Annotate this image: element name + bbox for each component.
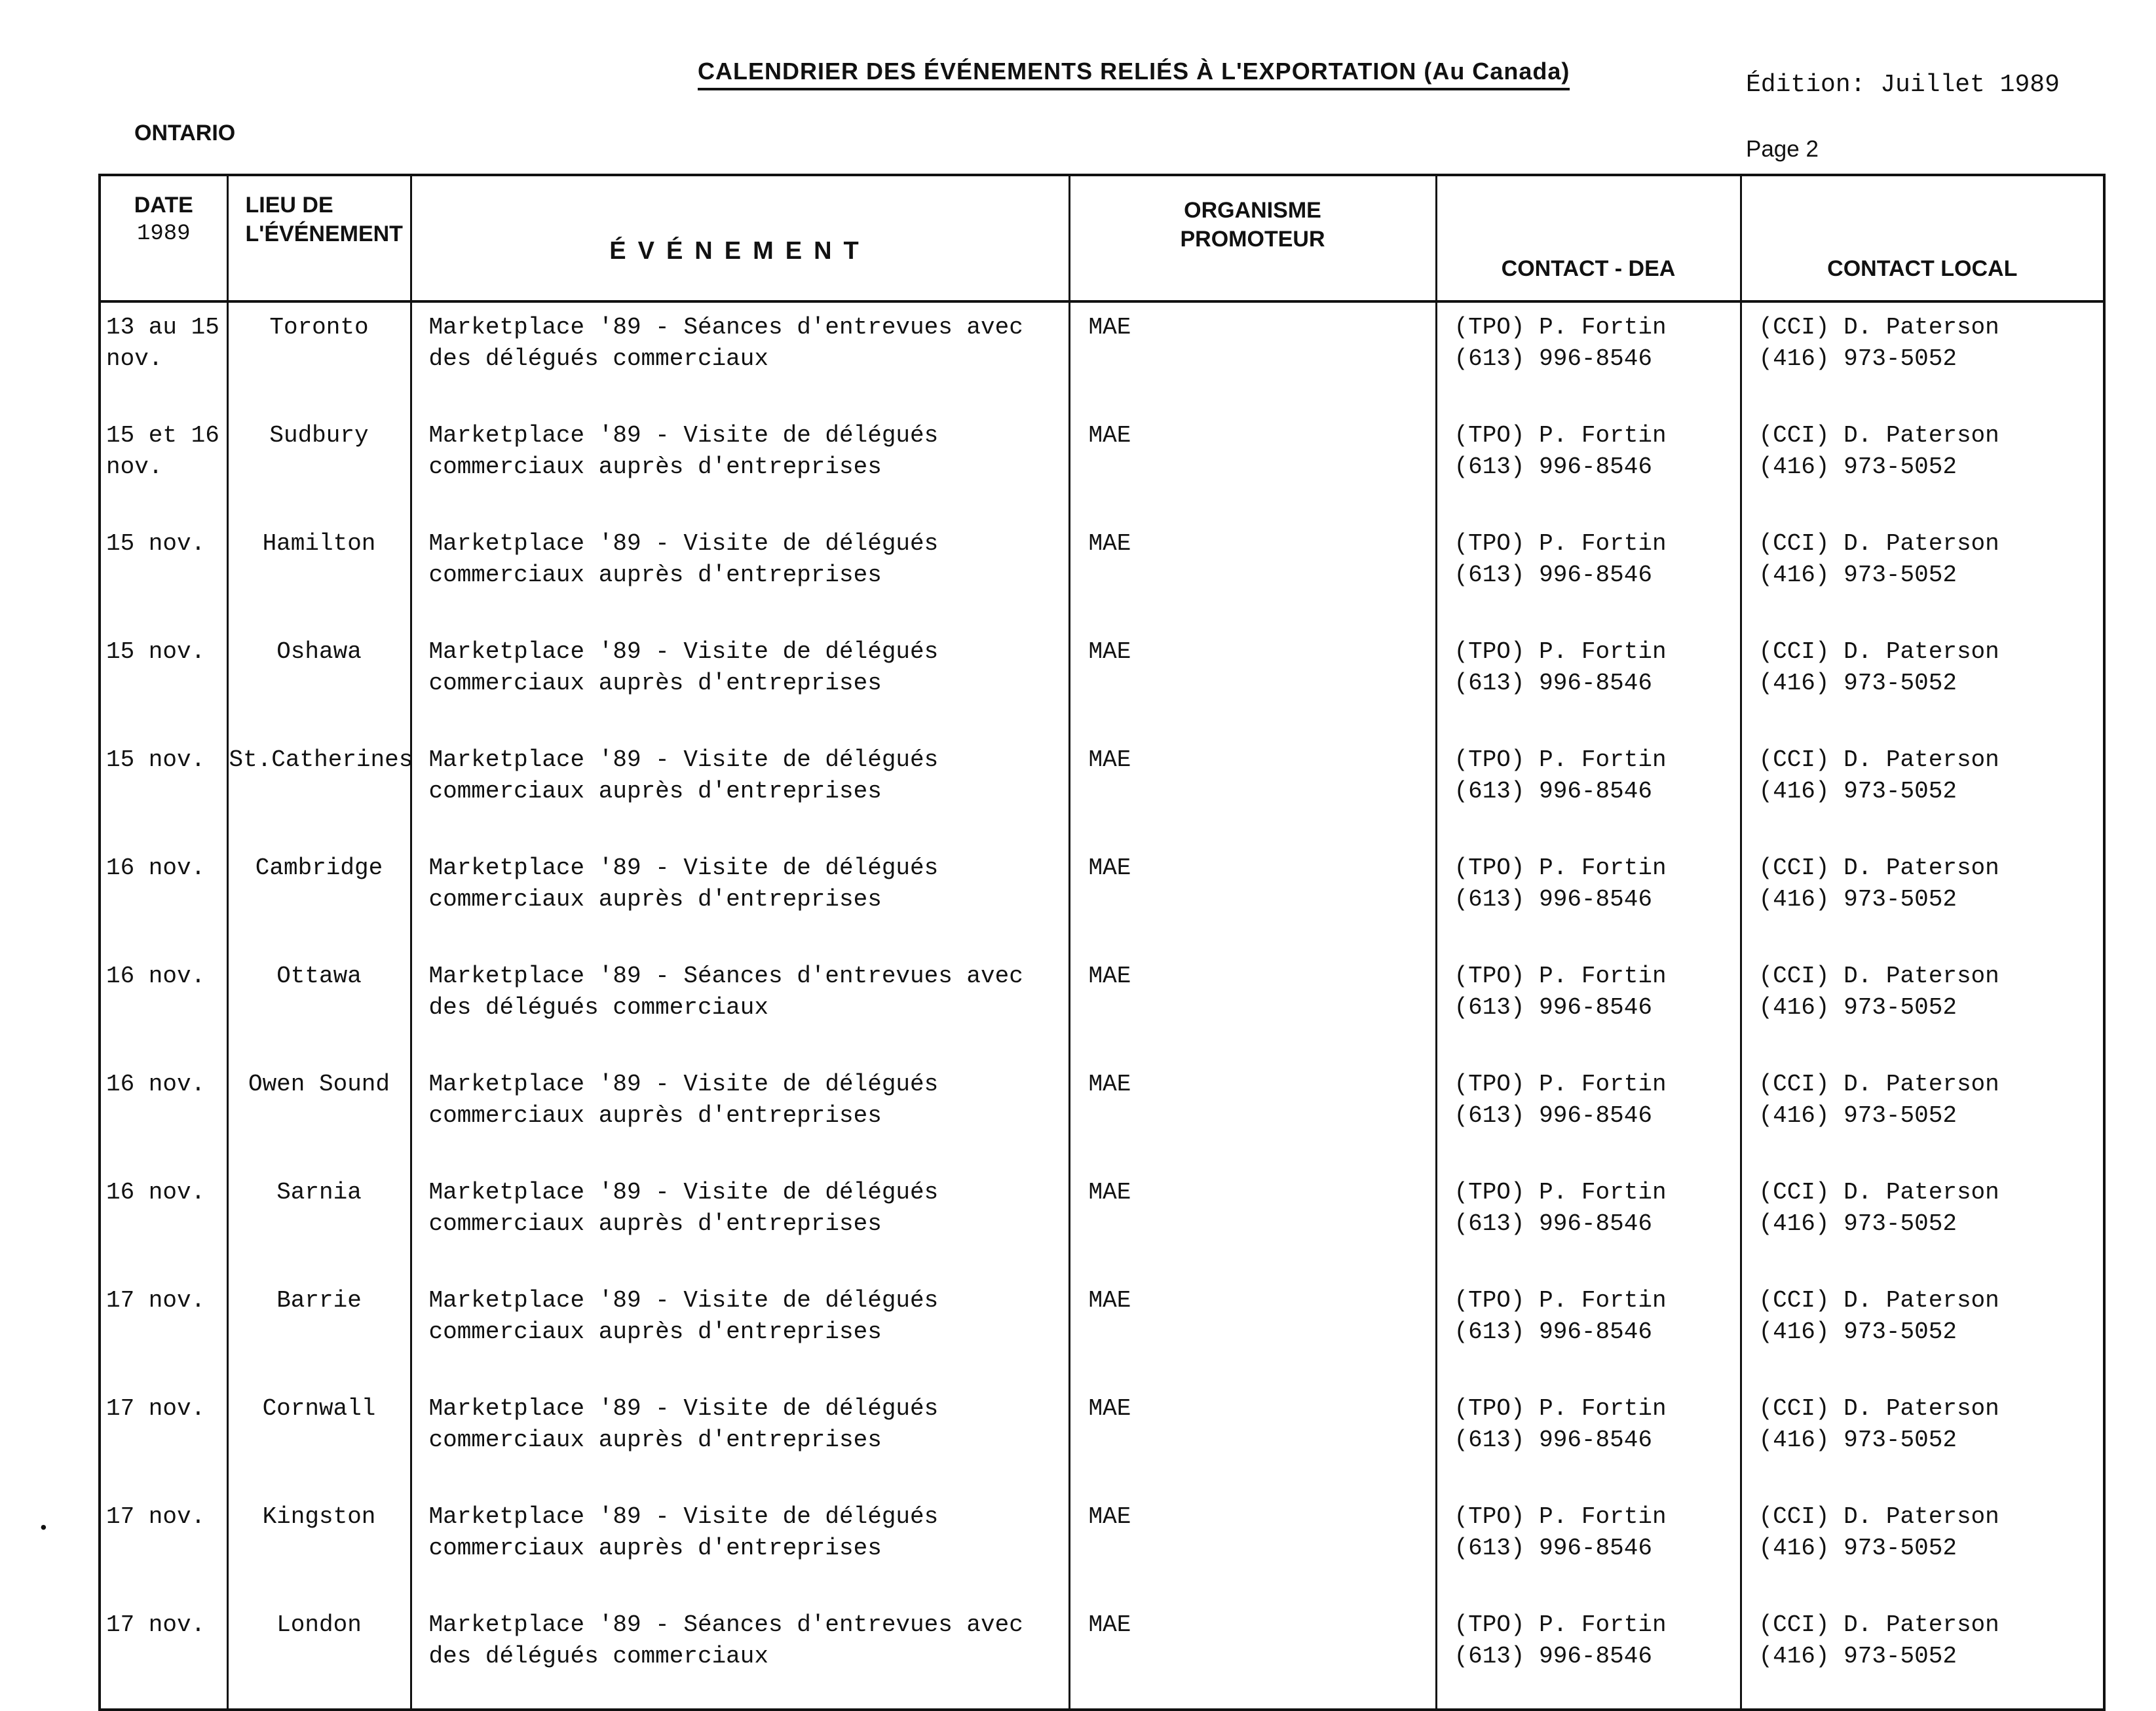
cell-contact-dea xyxy=(1436,1492,1741,1600)
event-date: 17 nov. xyxy=(106,1395,206,1422)
header-organisme-line1: ORGANISME xyxy=(1184,198,1321,223)
cell-evenement xyxy=(411,519,1069,627)
table-row xyxy=(100,843,2104,952)
page-number: Page 2 xyxy=(1746,136,1819,162)
local-contact-name: (CCI) D. Paterson xyxy=(1758,963,1999,990)
cell-lieu xyxy=(227,843,411,952)
header-lieu-line2: L'ÉVÉNEMENT xyxy=(245,221,403,246)
cell-lieu xyxy=(227,1168,411,1276)
cell-date xyxy=(100,1060,227,1168)
event-description: Marketplace '89 - Séances d'entrevues avec des délégués commerciaux xyxy=(428,963,1023,1021)
local-contact-phone: (416) 973-5052 xyxy=(1758,994,1957,1021)
local-contact-phone: (416) 973-5052 xyxy=(1758,1102,1957,1129)
cell-evenement xyxy=(411,1060,1069,1168)
event-location: Sudbury xyxy=(269,422,369,449)
cell-lieu xyxy=(227,519,411,627)
header-evenement: ÉVÉNEMENT xyxy=(411,175,1069,301)
cell-organisme xyxy=(1069,1384,1436,1492)
cell-lieu xyxy=(227,1276,411,1384)
local-contact-phone: (416) 973-5052 xyxy=(1758,1643,1957,1670)
event-date: 17 nov. xyxy=(106,1611,206,1638)
event-organizer: MAE xyxy=(1088,314,1131,341)
header-organisme xyxy=(1069,175,1436,301)
cell-contact-dea xyxy=(1436,411,1741,519)
table-row xyxy=(100,301,2104,411)
event-description: Marketplace '89 - Visite de délégués commerciaux auprès d'entreprises xyxy=(428,1287,939,1345)
event-description: Marketplace '89 - Visite de délégués commerciaux auprès d'entreprises xyxy=(428,1395,939,1453)
cell-evenement xyxy=(411,1384,1069,1492)
cell-contact-local xyxy=(1741,411,2104,519)
header-lieu xyxy=(227,175,411,301)
local-contact-name: (CCI) D. Paterson xyxy=(1758,1395,1999,1422)
cell-evenement xyxy=(411,1168,1069,1276)
event-date: 16 nov. xyxy=(106,1179,206,1206)
cell-contact-local xyxy=(1741,1384,2104,1492)
edition-date: Édition: Juillet 1989 xyxy=(1746,71,2060,99)
local-contact-phone: (416) 973-5052 xyxy=(1758,778,1957,805)
event-location: Owen Sound xyxy=(248,1071,390,1098)
event-description: Marketplace '89 - Séances d'entrevues avec des délégués commerciaux xyxy=(428,1611,1023,1670)
local-contact-name: (CCI) D. Paterson xyxy=(1758,638,1999,665)
cell-contact-dea xyxy=(1436,1060,1741,1168)
table-row xyxy=(100,1168,2104,1276)
local-contact-phone: (416) 973-5052 xyxy=(1758,1318,1957,1345)
dea-contact-phone: (613) 996-8546 xyxy=(1454,453,1652,480)
cell-lieu xyxy=(227,1600,411,1710)
event-location: Oshawa xyxy=(276,638,362,665)
cell-organisme xyxy=(1069,735,1436,843)
event-date: 16 nov. xyxy=(106,963,206,990)
table-row xyxy=(100,735,2104,843)
table-row xyxy=(100,1276,2104,1384)
cell-date xyxy=(100,519,227,627)
margin-mark: • xyxy=(38,1519,49,1539)
cell-contact-local xyxy=(1741,301,2104,411)
cell-organisme xyxy=(1069,411,1436,519)
cell-contact-dea xyxy=(1436,1276,1741,1384)
local-contact-phone: (416) 973-5052 xyxy=(1758,1427,1957,1453)
header-date-year: 1989 xyxy=(136,221,191,246)
cell-contact-dea xyxy=(1436,952,1741,1060)
dea-contact-name: (TPO) P. Fortin xyxy=(1454,746,1667,773)
cell-organisme xyxy=(1069,1276,1436,1384)
event-location: St.Catherines xyxy=(229,746,413,773)
dea-contact-name: (TPO) P. Fortin xyxy=(1454,1503,1667,1530)
cell-contact-local xyxy=(1741,1276,2104,1384)
event-organizer: MAE xyxy=(1088,963,1131,990)
dea-contact-phone: (613) 996-8546 xyxy=(1454,1102,1652,1129)
local-contact-name: (CCI) D. Paterson xyxy=(1758,1611,1999,1638)
table-row xyxy=(100,411,2104,519)
cell-organisme xyxy=(1069,519,1436,627)
dea-contact-name: (TPO) P. Fortin xyxy=(1454,314,1667,341)
event-organizer: MAE xyxy=(1088,638,1131,665)
cell-organisme xyxy=(1069,1492,1436,1600)
event-organizer: MAE xyxy=(1088,530,1131,557)
table-row xyxy=(100,1060,2104,1168)
header-date-label: DATE xyxy=(134,193,193,218)
cell-evenement xyxy=(411,301,1069,411)
cell-lieu xyxy=(227,411,411,519)
event-location: Cambridge xyxy=(255,855,383,881)
cell-contact-dea xyxy=(1436,1600,1741,1710)
local-contact-name: (CCI) D. Paterson xyxy=(1758,530,1999,557)
cell-evenement xyxy=(411,735,1069,843)
local-contact-name: (CCI) D. Paterson xyxy=(1758,1071,1999,1098)
cell-contact-dea xyxy=(1436,1168,1741,1276)
cell-evenement xyxy=(411,1492,1069,1600)
local-contact-name: (CCI) D. Paterson xyxy=(1758,1179,1999,1206)
cell-contact-dea xyxy=(1436,519,1741,627)
local-contact-phone: (416) 973-5052 xyxy=(1758,886,1957,913)
table-row xyxy=(100,1600,2104,1710)
dea-contact-name: (TPO) P. Fortin xyxy=(1454,1071,1667,1098)
cell-lieu xyxy=(227,952,411,1060)
cell-date xyxy=(100,843,227,952)
dea-contact-phone: (613) 996-8546 xyxy=(1454,886,1652,913)
document-title: CALENDRIER DES ÉVÉNEMENTS RELIÉS À L'EXPORTATION (Au Canada) xyxy=(698,58,1570,90)
event-date: 17 nov. xyxy=(106,1503,206,1530)
header-contact-local: CONTACT LOCAL xyxy=(1741,175,2104,301)
dea-contact-name: (TPO) P. Fortin xyxy=(1454,1395,1667,1422)
event-organizer: MAE xyxy=(1088,746,1131,773)
cell-date xyxy=(100,1276,227,1384)
cell-contact-local xyxy=(1741,627,2104,735)
local-contact-phone: (416) 973-5052 xyxy=(1758,345,1957,372)
cell-date xyxy=(100,1492,227,1600)
event-organizer: MAE xyxy=(1088,855,1131,881)
cell-date xyxy=(100,411,227,519)
event-date: 17 nov. xyxy=(106,1287,206,1314)
cell-date xyxy=(100,735,227,843)
dea-contact-phone: (613) 996-8546 xyxy=(1454,1427,1652,1453)
table-row xyxy=(100,1384,2104,1492)
local-contact-name: (CCI) D. Paterson xyxy=(1758,1503,1999,1530)
cell-date xyxy=(100,952,227,1060)
event-description: Marketplace '89 - Visite de délégués commerciaux auprès d'entreprises xyxy=(428,638,939,697)
event-description: Marketplace '89 - Visite de délégués commerciaux auprès d'entreprises xyxy=(428,1503,939,1562)
cell-date xyxy=(100,1384,227,1492)
dea-contact-phone: (613) 996-8546 xyxy=(1454,1210,1652,1237)
event-description: Marketplace '89 - Visite de délégués commerciaux auprès d'entreprises xyxy=(428,855,939,913)
cell-lieu xyxy=(227,1384,411,1492)
local-contact-phone: (416) 973-5052 xyxy=(1758,670,1957,697)
cell-organisme xyxy=(1069,843,1436,952)
dea-contact-name: (TPO) P. Fortin xyxy=(1454,422,1667,449)
event-organizer: MAE xyxy=(1088,422,1131,449)
event-description: Marketplace '89 - Visite de délégués commerciaux auprès d'entreprises xyxy=(428,1179,939,1237)
dea-contact-name: (TPO) P. Fortin xyxy=(1454,530,1667,557)
cell-evenement xyxy=(411,627,1069,735)
event-date: 16 nov. xyxy=(106,1071,206,1098)
event-description: Marketplace '89 - Visite de délégués commerciaux auprès d'entreprises xyxy=(428,1071,939,1129)
events-table xyxy=(98,174,2106,1711)
cell-contact-dea xyxy=(1436,735,1741,843)
dea-contact-name: (TPO) P. Fortin xyxy=(1454,1611,1667,1638)
cell-contact-local xyxy=(1741,1168,2104,1276)
event-description: Marketplace '89 - Visite de délégués commerciaux auprès d'entreprises xyxy=(428,530,939,588)
event-location: Ottawa xyxy=(276,963,362,990)
event-date: 15 nov. xyxy=(106,530,206,557)
cell-contact-local xyxy=(1741,735,2104,843)
cell-organisme xyxy=(1069,627,1436,735)
header-organisme-line2: PROMOTEUR xyxy=(1180,227,1325,252)
event-organizer: MAE xyxy=(1088,1503,1131,1530)
local-contact-name: (CCI) D. Paterson xyxy=(1758,855,1999,881)
table-row xyxy=(100,952,2104,1060)
cell-evenement xyxy=(411,952,1069,1060)
cell-contact-dea xyxy=(1436,1384,1741,1492)
cell-lieu xyxy=(227,1060,411,1168)
local-contact-name: (CCI) D. Paterson xyxy=(1758,1287,1999,1314)
event-location: Kingston xyxy=(262,1503,376,1530)
dea-contact-phone: (613) 996-8546 xyxy=(1454,994,1652,1021)
event-location: Sarnia xyxy=(276,1179,362,1206)
cell-date xyxy=(100,301,227,411)
event-organizer: MAE xyxy=(1088,1071,1131,1098)
event-description: Marketplace '89 - Visite de délégués commerciaux auprès d'entreprises xyxy=(428,746,939,805)
cell-contact-dea xyxy=(1436,843,1741,952)
dea-contact-name: (TPO) P. Fortin xyxy=(1454,1179,1667,1206)
event-description: Marketplace '89 - Séances d'entrevues avec des délégués commerciaux xyxy=(428,314,1023,372)
table-row xyxy=(100,627,2104,735)
event-organizer: MAE xyxy=(1088,1287,1131,1314)
dea-contact-name: (TPO) P. Fortin xyxy=(1454,1287,1667,1314)
header-date xyxy=(100,175,227,301)
cell-contact-local xyxy=(1741,519,2104,627)
cell-lieu xyxy=(227,301,411,411)
cell-contact-dea xyxy=(1436,301,1741,411)
province-label: ONTARIO xyxy=(134,121,236,145)
header-contact-dea: CONTACT - DEA xyxy=(1436,175,1741,301)
table-row xyxy=(100,519,2104,627)
cell-date xyxy=(100,627,227,735)
cell-organisme xyxy=(1069,301,1436,411)
dea-contact-phone: (613) 996-8546 xyxy=(1454,778,1652,805)
event-date: 13 au 15 nov. xyxy=(106,314,219,372)
cell-contact-local xyxy=(1741,843,2104,952)
local-contact-phone: (416) 973-5052 xyxy=(1758,1535,1957,1562)
cell-date xyxy=(100,1168,227,1276)
local-contact-phone: (416) 973-5052 xyxy=(1758,562,1957,588)
event-location: Cornwall xyxy=(262,1395,376,1422)
cell-date xyxy=(100,1600,227,1710)
cell-evenement xyxy=(411,411,1069,519)
dea-contact-phone: (613) 996-8546 xyxy=(1454,1318,1652,1345)
local-contact-phone: (416) 973-5052 xyxy=(1758,1210,1957,1237)
cell-organisme xyxy=(1069,1060,1436,1168)
event-organizer: MAE xyxy=(1088,1611,1131,1638)
event-organizer: MAE xyxy=(1088,1395,1131,1422)
table-header-row xyxy=(100,175,2104,301)
local-contact-name: (CCI) D. Paterson xyxy=(1758,746,1999,773)
cell-contact-dea xyxy=(1436,627,1741,735)
table-row xyxy=(100,1492,2104,1600)
event-date: 15 et 16 nov. xyxy=(106,422,219,480)
dea-contact-phone: (613) 996-8546 xyxy=(1454,562,1652,588)
event-location: London xyxy=(276,1611,362,1638)
cell-organisme xyxy=(1069,1168,1436,1276)
dea-contact-name: (TPO) P. Fortin xyxy=(1454,963,1667,990)
event-location: Toronto xyxy=(269,314,369,341)
cell-lieu xyxy=(227,1492,411,1600)
local-contact-name: (CCI) D. Paterson xyxy=(1758,314,1999,341)
event-date: 15 nov. xyxy=(106,638,206,665)
dea-contact-name: (TPO) P. Fortin xyxy=(1454,855,1667,881)
cell-contact-local xyxy=(1741,1600,2104,1710)
cell-contact-local xyxy=(1741,952,2104,1060)
cell-contact-local xyxy=(1741,1060,2104,1168)
dea-contact-phone: (613) 996-8546 xyxy=(1454,345,1652,372)
cell-contact-local xyxy=(1741,1492,2104,1600)
local-contact-name: (CCI) D. Paterson xyxy=(1758,422,1999,449)
header-lieu-line1: LIEU DE xyxy=(245,193,333,218)
cell-organisme xyxy=(1069,952,1436,1060)
dea-contact-phone: (613) 996-8546 xyxy=(1454,1643,1652,1670)
event-description: Marketplace '89 - Visite de délégués commerciaux auprès d'entreprises xyxy=(428,422,939,480)
cell-lieu xyxy=(227,627,411,735)
cell-organisme xyxy=(1069,1600,1436,1710)
event-location: Hamilton xyxy=(262,530,376,557)
event-location: Barrie xyxy=(276,1287,362,1314)
dea-contact-phone: (613) 996-8546 xyxy=(1454,1535,1652,1562)
dea-contact-phone: (613) 996-8546 xyxy=(1454,670,1652,697)
cell-evenement xyxy=(411,1276,1069,1384)
event-date: 15 nov. xyxy=(106,746,206,773)
cell-evenement xyxy=(411,843,1069,952)
event-date: 16 nov. xyxy=(106,855,206,881)
cell-evenement xyxy=(411,1600,1069,1710)
cell-lieu xyxy=(227,735,411,843)
event-organizer: MAE xyxy=(1088,1179,1131,1206)
dea-contact-name: (TPO) P. Fortin xyxy=(1454,638,1667,665)
local-contact-phone: (416) 973-5052 xyxy=(1758,453,1957,480)
